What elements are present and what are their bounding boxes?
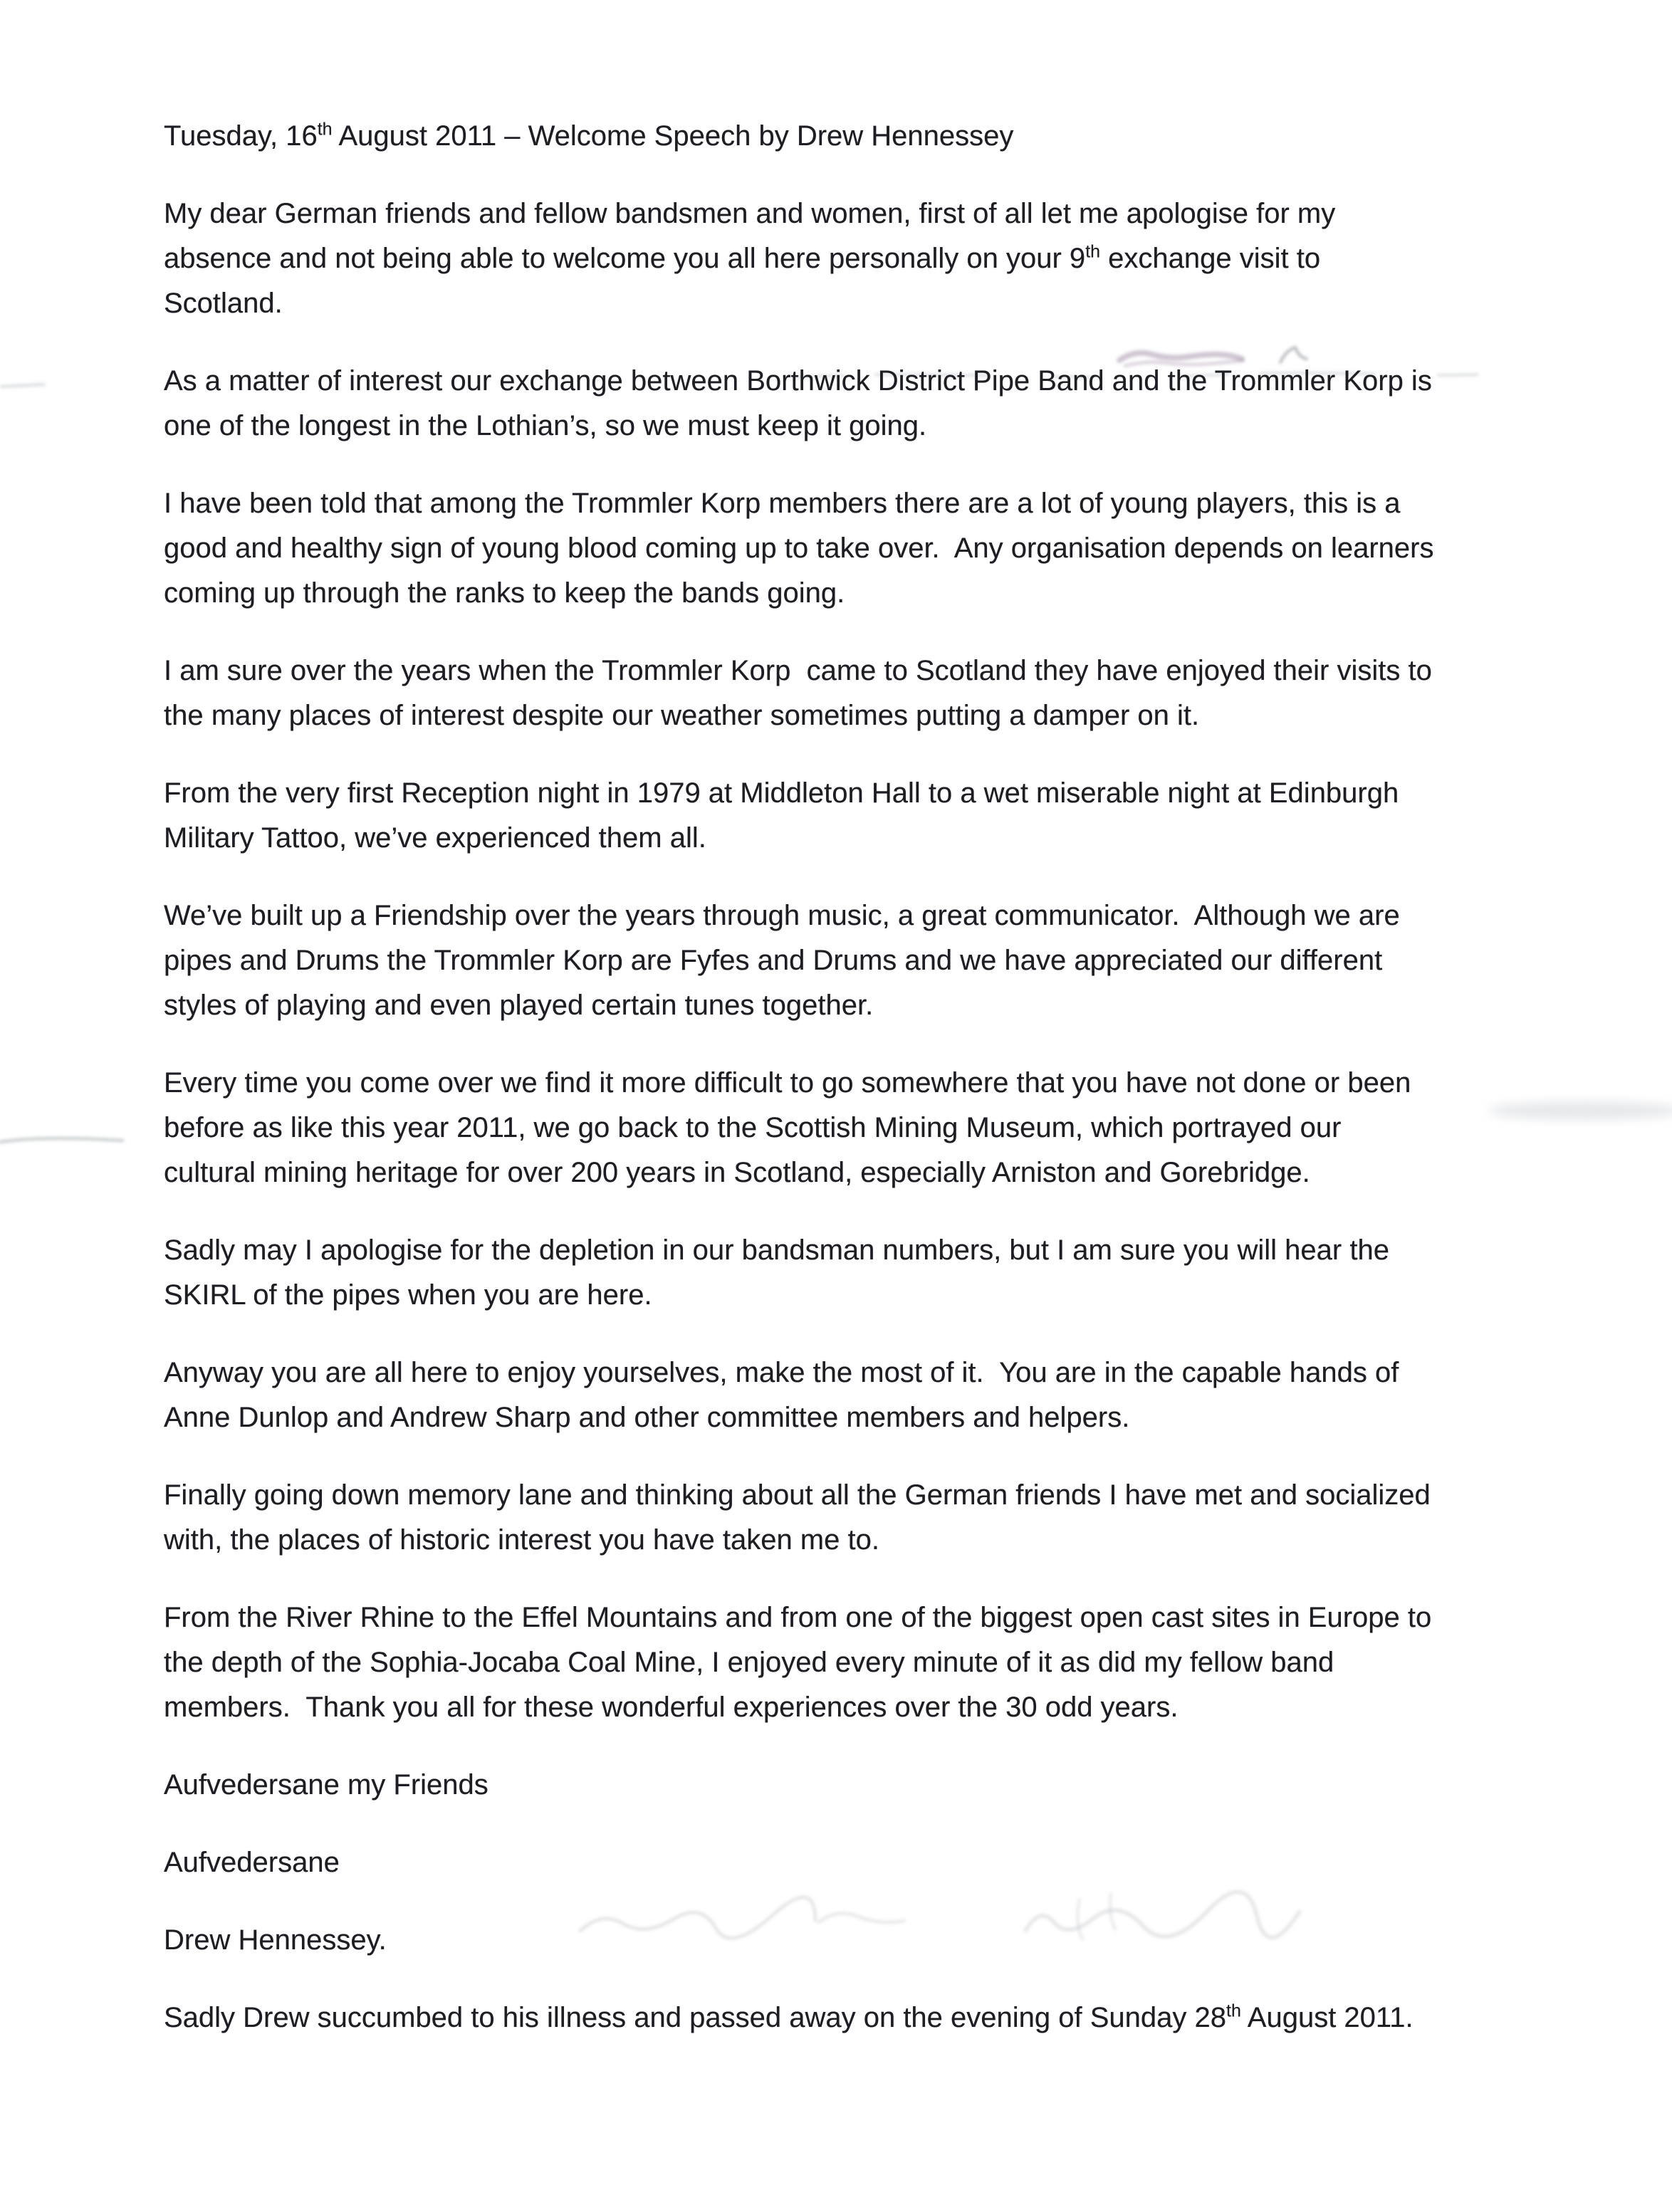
text-line [164, 1273, 1581, 1318]
text-line [164, 816, 1581, 861]
paragraph [164, 1228, 1581, 1318]
paragraph [164, 1996, 1581, 2040]
text-line [164, 1518, 1581, 1563]
text-segment: Every time you come over we find it more difficult to go somewhere that you have not done or been [164, 1067, 1411, 1099]
text-segment: August 2011 – Welcome Speech by Drew Hennessey [332, 120, 1014, 152]
text-segment: August 2011. [1240, 2002, 1414, 2033]
text-segment: Aufvedersane my Friends [164, 1769, 488, 1800]
text-line [164, 359, 1581, 404]
text-segment: From the River Rhine to the Effel Mountains and from one of the biggest open cast sites in Europe to [164, 1602, 1432, 1633]
text-segment: the depth of the Sophia-Jocaba Coal Mine, I enjoyed every minute of it as did my fellow band [164, 1647, 1334, 1678]
letter-paragraphs [164, 192, 1581, 2040]
text-segment: Military Tattoo, we’ve experienced them all. [164, 822, 706, 854]
text-segment: Sadly may I apologise for the depletion in our bandsman numbers, but I am sure you will hear the [164, 1235, 1389, 1266]
scanner-streak [0, 1138, 122, 1142]
paragraph [164, 359, 1581, 449]
text-line [164, 526, 1581, 571]
text-segment: Anyway you are all here to enjoy yourselves, make the most of it. You are in the capable hands of [164, 1357, 1399, 1388]
paragraph [164, 1351, 1581, 1440]
ordinal-superscript: th [1085, 241, 1101, 262]
text-segment: Anne Dunlop and Andrew Sharp and other committee members and helpers. [164, 1402, 1130, 1433]
paragraph [164, 1840, 1581, 1885]
text-segment: As a matter of interest our exchange between Borthwick District Pipe Band and the Trommler Korp is [164, 365, 1432, 397]
text-segment: pipes and Drums the Trommler Korp are Fyfes and Drums and we have appreciated our different [164, 945, 1383, 976]
text-line [164, 938, 1581, 983]
paragraph [164, 192, 1581, 326]
text-segment: before as like this year 2011, we go back to the Scottish Mining Museum, which portrayed our [164, 1112, 1342, 1143]
text-line [164, 236, 1581, 281]
text-line [164, 1685, 1581, 1730]
text-line [164, 571, 1581, 616]
letter-title [164, 114, 1581, 159]
paragraph [164, 1061, 1581, 1195]
text-line [164, 1473, 1581, 1518]
text-line [164, 649, 1581, 693]
text-line [164, 192, 1581, 236]
text-segment: the many places of interest despite our weather sometimes putting a damper on it. [164, 700, 1200, 731]
text-segment: Drew Hennessey. [164, 1924, 387, 1956]
text-line [164, 1918, 1581, 1963]
text-segment: I am sure over the years when the Trommler Korp came to Scotland they have enjoyed their visits to [164, 655, 1432, 686]
letter-body [164, 114, 1581, 2073]
text-segment: I have been told that among the Trommler Korp members there are a lot of young players, this is a [164, 488, 1401, 519]
text-line [164, 1228, 1581, 1273]
ordinal-superscript: th [317, 119, 333, 140]
text-line [164, 281, 1581, 326]
text-segment: Sadly Drew succumbed to his illness and passed away on the evening of Sunday 28 [164, 2002, 1227, 2033]
text-line [164, 1996, 1581, 2040]
text-line [164, 1640, 1581, 1685]
paragraph [164, 1763, 1581, 1808]
text-segment: with, the places of historic interest you have taken me to. [164, 1524, 879, 1556]
text-segment: good and healthy sign of young blood coming up to take over. Any organisation depends on learners [164, 533, 1434, 564]
text-line [164, 1395, 1581, 1440]
text-segment: From the very first Reception night in 1979 at Middleton Hall to a wet miserable night at Edinburgh [164, 777, 1399, 809]
paragraph [164, 893, 1581, 1028]
text-segment: My dear German friends and fellow bandsmen and women, first of all let me apologise for my [164, 198, 1336, 229]
text-line [164, 404, 1581, 449]
paragraph [164, 649, 1581, 738]
text-segment: We’ve built up a Friendship over the years through music, a great communicator. Although we are [164, 900, 1400, 931]
text-line [164, 1595, 1581, 1640]
text-line [164, 1106, 1581, 1150]
paragraph [164, 1473, 1581, 1563]
text-segment: members. Thank you all for these wonderful experiences over the 30 odd years. [164, 1692, 1179, 1723]
paragraph [164, 481, 1581, 616]
paragraph [164, 1918, 1581, 1963]
text-line [164, 1061, 1581, 1106]
text-segment: SKIRL of the pipes when you are here. [164, 1279, 652, 1311]
text-segment: Tuesday, 16 [164, 120, 318, 152]
text-segment: coming up through the ranks to keep the bands going. [164, 577, 845, 609]
text-line [164, 893, 1581, 938]
ordinal-superscript: th [1226, 2001, 1241, 2021]
text-line [164, 1763, 1581, 1808]
text-line [164, 693, 1581, 738]
text-segment: one of the longest in the Lothian’s, so we must keep it going. [164, 410, 927, 441]
text-line [164, 983, 1581, 1028]
text-segment: Finally going down memory lane and thinking about all the German friends I have met and socialized [164, 1479, 1431, 1511]
text-line [164, 771, 1581, 816]
text-segment: Scotland. [164, 288, 283, 319]
text-segment: exchange visit to [1100, 243, 1321, 274]
text-segment: cultural mining heritage for over 200 years in Scotland, especially Arniston and Gorebridge. [164, 1157, 1310, 1188]
text-line [164, 1150, 1581, 1195]
paragraph [164, 771, 1581, 861]
text-segment: styles of playing and even played certain tunes together. [164, 990, 874, 1021]
text-line [164, 1351, 1581, 1395]
scanner-streak [1, 384, 44, 387]
text-segment: absence and not being able to welcome you all here personally on your 9 [164, 243, 1086, 274]
paragraph [164, 1595, 1581, 1730]
text-segment: Aufvedersane [164, 1847, 340, 1878]
text-line [164, 481, 1581, 526]
text-line [164, 1840, 1581, 1885]
